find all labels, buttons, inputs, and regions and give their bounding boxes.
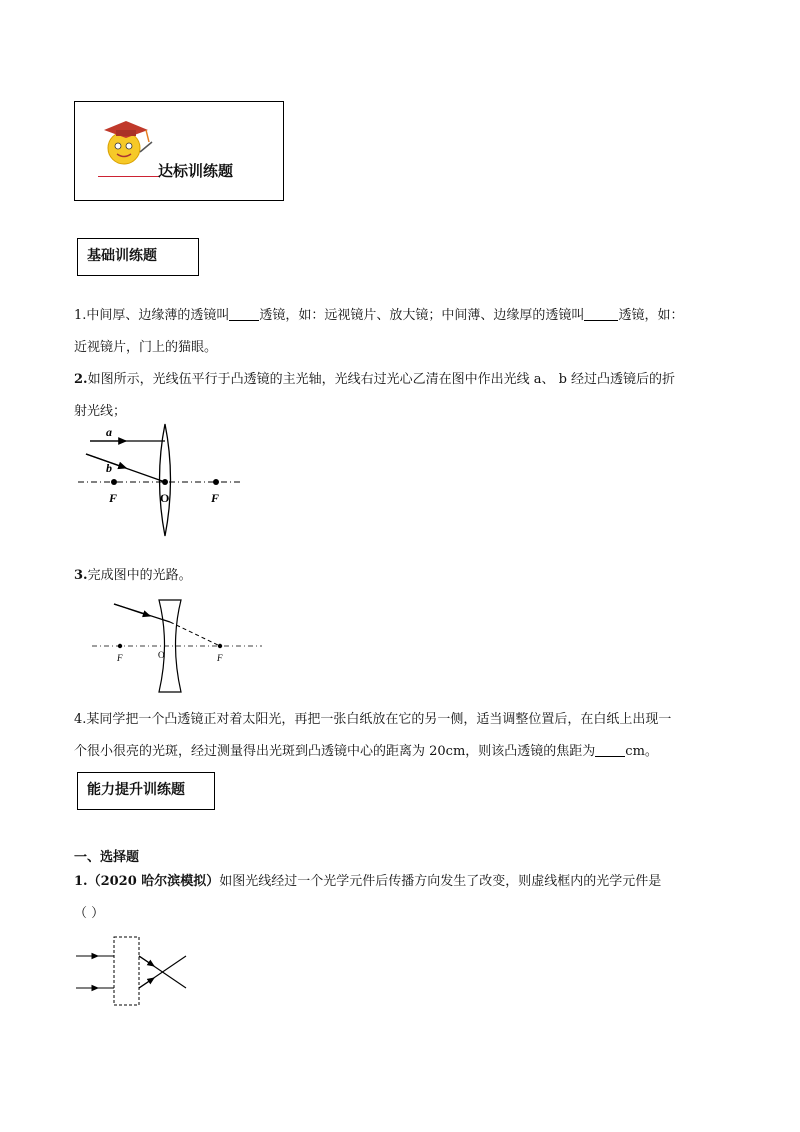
focus-point-left (111, 479, 117, 485)
choice-question-1: 1.（2020 哈尔滨模拟）如图光线经过一个光学元件后传播方向发生了改变，则虚线框内的光学元件是 （ ） (74, 874, 662, 921)
label-o: O (158, 650, 165, 660)
question-3: 3.完成图中的光路。 (74, 568, 192, 583)
answer-blank-1[interactable] (229, 306, 259, 321)
answer-blank-3[interactable] (595, 742, 625, 757)
optical-center (162, 479, 168, 485)
optical-element-diagram (74, 934, 189, 1009)
doctor-mascot-icon (96, 112, 156, 172)
label-o: O (160, 491, 170, 505)
label-a: a (106, 425, 112, 439)
label-f-left: F (109, 491, 118, 505)
section-advanced: 能力提升训练题 (77, 772, 215, 810)
question-4: 4.某同学把一个凸透镜正对着太阳光，再把一张白纸放在它的另一侧，适当调整位置后，在白纸上出现一 个很小很亮的光斑，经过测量得出光斑到凸透镜中心的距离为 20cm，则该凸透镜的焦距为 cm。 (74, 712, 672, 759)
concave-lens-diagram (90, 596, 265, 696)
question-2: 2.如图所示，光线伍平行于凸透镜的主光轴，光线右过光心乙清在图中作出光线 a、 b 经过凸透镜后的折 射光线； (74, 372, 676, 419)
label-b: b (106, 461, 112, 475)
title-underline (98, 176, 160, 177)
section-basic: 基础训练题 (77, 238, 199, 276)
question-1: 1.中间厚、边缘薄的透镜叫 透镜，如：远视镜片、放大镜；中间薄、边缘厚的透镜叫 透镜，如： 近视镜片，门上的猫眼。 (74, 308, 684, 355)
extension-line (170, 622, 220, 646)
dashed-box (114, 937, 139, 1005)
focus-point-right (218, 644, 222, 648)
label-f-right: F (211, 491, 220, 505)
label-f-right: F (217, 653, 223, 663)
page-title: 达标训练题 (158, 162, 234, 180)
incident-ray (114, 604, 150, 616)
convex-lens-diagram (76, 420, 246, 540)
focus-point-right (213, 479, 219, 485)
choice-heading: 一、选择题 (74, 850, 140, 865)
label-f-left: F (117, 653, 123, 663)
focus-point-left (118, 644, 122, 648)
answer-blank-2[interactable] (584, 306, 618, 321)
